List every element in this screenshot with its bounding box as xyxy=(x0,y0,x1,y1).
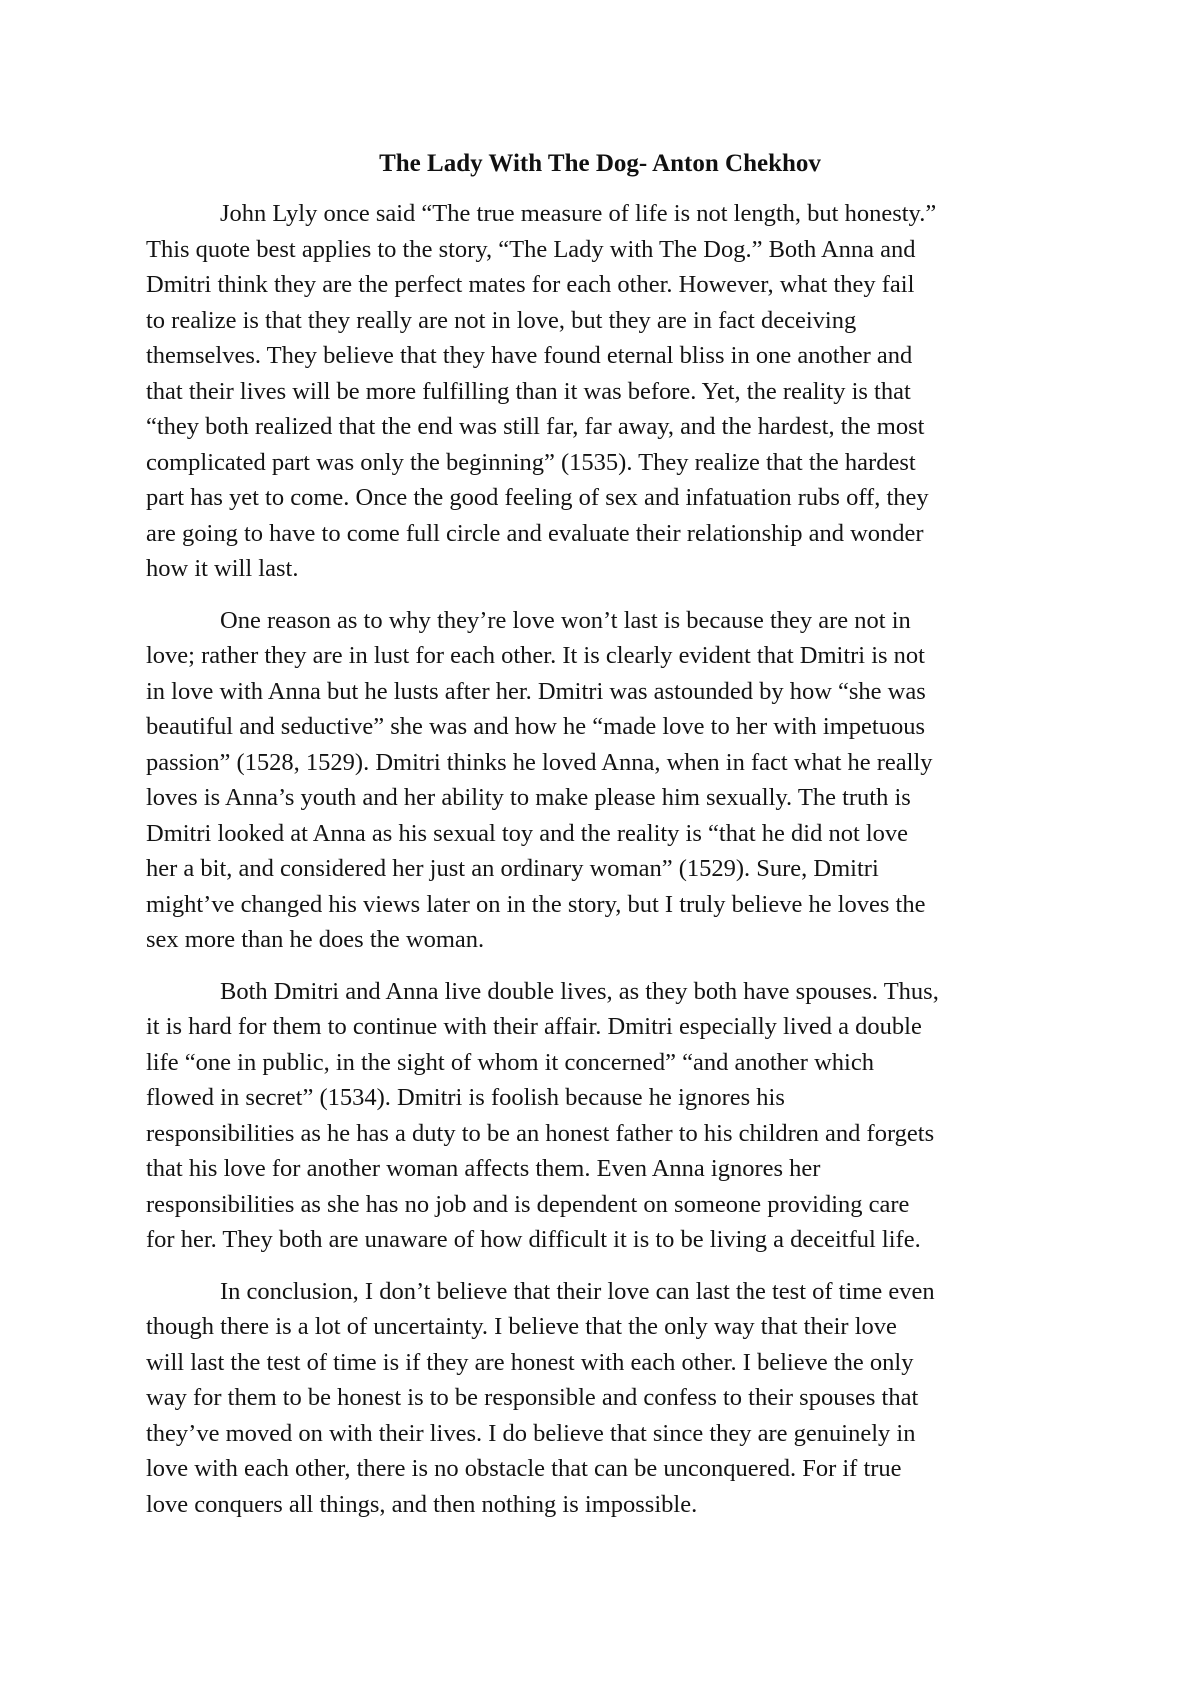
text-line: complicated part was only the beginning” (1535). They realize that the hardest xyxy=(146,448,916,476)
paragraph-1 xyxy=(146,196,1076,587)
text-line: are going to have to come full circle and evaluate their relationship and wonder xyxy=(146,519,924,547)
text-line: might’ve changed his views later on in the story, but I truly believe he loves the xyxy=(146,890,926,918)
text-line: Dmitri think they are the perfect mates for each other. However, what they fail xyxy=(146,271,915,298)
text-line: This quote best applies to the story, “The Lady with The Dog.” Both Anna and xyxy=(146,235,916,263)
text-line: it is hard for them to continue with their affair. Dmitri especially lived a double xyxy=(146,1013,922,1040)
text-line: though there is a lot of uncertainty. I believe that the only way that their love xyxy=(146,1313,897,1340)
text-line: responsibilities as he has a duty to be an honest father to his children and forgets xyxy=(146,1119,935,1147)
paragraph-4 xyxy=(146,1274,1076,1523)
text-line: responsibilities as she has no job and is dependent on someone providing care xyxy=(146,1190,910,1218)
text-line: love with each other, there is no obstacle that can be unconquered. For if true xyxy=(146,1455,902,1482)
text-line: Both Dmitri and Anna live double lives, as they both have spouses. Thus, xyxy=(220,977,939,1005)
text-line: her a bit, and considered her just an ordinary woman” (1529). Sure, Dmitri xyxy=(146,855,879,882)
text-line: “they both realized that the end was still far, far away, and the hardest, the most xyxy=(146,413,925,440)
text-line: love conquers all things, and then nothing is impossible. xyxy=(146,1490,698,1518)
text-line: One reason as to why they’re love won’t last is because they are not in xyxy=(220,606,911,634)
document-body xyxy=(146,196,1076,1538)
text-line: in love with Anna but he lusts after her. Dmitri was astounded by how “she was xyxy=(146,677,926,705)
text-line: that his love for another woman affects them. Even Anna ignores her xyxy=(146,1155,821,1182)
text-line: to realize is that they really are not in love, but they are in fact deceiving xyxy=(146,306,857,334)
text-line: love; rather they are in lust for each other. It is clearly evident that Dmitri is not xyxy=(146,642,925,669)
paragraph-2 xyxy=(146,603,1076,958)
text-line: Dmitri looked at Anna as his sexual toy and the reality is “that he did not love xyxy=(146,819,909,847)
text-line: passion” (1528, 1529). Dmitri thinks he loved Anna, when in fact what he really xyxy=(146,748,933,776)
document-title: The Lady With The Dog- Anton Chekhov xyxy=(379,150,821,177)
text-line: John Lyly once said “The true measure of life is not length, but honesty.” xyxy=(220,200,937,227)
text-line: life “one in public, in the sight of whom it concerned” “and another which xyxy=(146,1048,874,1076)
paragraph-3 xyxy=(146,974,1076,1258)
text-line: themselves. They believe that they have found eternal bliss in one another and xyxy=(146,342,913,369)
text-line: they’ve moved on with their lives. I do believe that since they are genuinely in xyxy=(146,1419,916,1447)
text-line: part has yet to come. Once the good feeling of sex and infatuation rubs off, they xyxy=(146,484,929,511)
text-line: loves is Anna’s youth and her ability to make please him sexually. The truth is xyxy=(146,784,911,811)
text-line: will last the test of time is if they are honest with each other. I believe the only xyxy=(146,1348,914,1376)
text-line: for her. They both are unaware of how difficult it is to be living a deceitful life. xyxy=(146,1226,921,1253)
text-line: sex more than he does the woman. xyxy=(146,926,485,953)
text-line: that their lives will be more fulfilling than it was before. Yet, the reality is that xyxy=(146,377,911,405)
text-line: flowed in secret” (1534). Dmitri is foolish because he ignores his xyxy=(146,1084,785,1111)
text-line: beautiful and seductive” she was and how he “made love to her with impetuous xyxy=(146,713,926,740)
text-line: In conclusion, I don’t believe that their love can last the test of time even xyxy=(220,1277,935,1305)
text-line: how it will last. xyxy=(146,555,299,582)
text-line: way for them to be honest is to be responsible and confess to their spouses that xyxy=(146,1384,919,1411)
